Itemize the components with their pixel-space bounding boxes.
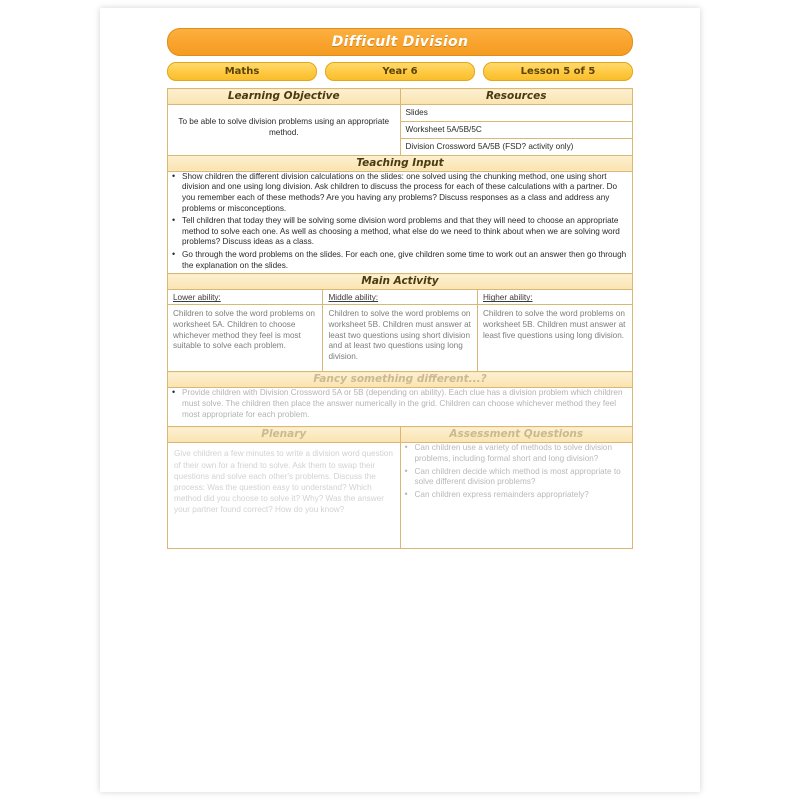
row-objective-resources	[168, 105, 633, 156]
row-fancy	[168, 388, 633, 427]
header-main-activity: Main Activity	[168, 274, 633, 290]
row-teaching-input-header	[168, 155, 633, 171]
pill-subject: Maths	[167, 62, 317, 81]
ability-text-middle: Children to solve the word problems on worksheet 5B. Children must answer at least two questions using short division and at least two questions using long division.	[328, 309, 471, 362]
teaching-input-bullet-2: • Tell children that today they will be solving some division word problems and that they will need to choose an appropriate method to solve each one. As well as choosing a method, what else do we need to think about when we are solving word problems? Discuss ideas as a class.	[182, 216, 632, 248]
resource-item-1: Slides	[401, 105, 633, 122]
meta-pill-row	[167, 62, 633, 81]
assessment-bullet-3: • Can children express remainders appropriately?	[415, 490, 633, 501]
header-assessment-questions: Assessment Questions	[400, 427, 633, 443]
row-main-activity	[168, 290, 633, 372]
fancy-bullet-1: • Provide children with Division Crossword 5A or 5B (depending on ability). Each clue has a division problem which children must solve. The children then place the answer numerically in the grid. Children can choose whichever method they feel most appropriate for each problem.	[182, 388, 632, 420]
teaching-input-list	[168, 172, 632, 272]
ability-heading-lower: Lower ability:	[168, 290, 322, 305]
header-resources: Resources	[400, 89, 633, 105]
row-objective-resources-header	[168, 89, 633, 105]
resource-item-2: Worksheet 5A/5B/5C	[401, 122, 633, 139]
row-plenary-assessment-header	[168, 427, 633, 443]
fancy-list	[168, 388, 632, 420]
row-teaching-input	[168, 171, 633, 274]
row-main-activity-header	[168, 274, 633, 290]
row-fancy-header	[168, 372, 633, 388]
pill-year: Year 6	[325, 62, 475, 81]
assessment-bullet-1: • Can children use a variety of methods to solve division problems, including formal short and long division?	[415, 443, 633, 464]
ability-heading-higher: Higher ability:	[478, 290, 632, 305]
ability-heading-middle: Middle ability:	[323, 290, 477, 305]
pill-lesson: Lesson 5 of 5	[483, 62, 633, 81]
ability-text-lower: Children to solve the word problems on worksheet 5A. Children to choose whichever method they feel is most suitable to solve each problem.	[173, 309, 315, 351]
header-plenary: Plenary	[168, 427, 401, 443]
header-teaching-input: Teaching Input	[168, 155, 633, 171]
row-plenary-assessment	[168, 443, 633, 549]
teaching-input-bullet-3: • Go through the word problems on the slides. For each one, give children some time to work out an answer then go through the explanation on the slides.	[182, 250, 632, 271]
page-title: Difficult Division	[167, 28, 633, 56]
ability-text-higher: Children to solve the word problems on worksheet 5B. Children must answer at least five questions using long division.	[482, 309, 626, 340]
resource-item-3: Division Crossword 5A/5B (FSD? activity only)	[405, 141, 574, 151]
teaching-input-bullet-1: • Show children the different division calculations on the slides: one solved using the chunking method, one using short division and one using long division. Ask children to discuss the process for each of these calculations with a partner. Do you remember each of these methods? Are you having any problems? Discuss responses as a class and address any problems or misconceptions.	[182, 172, 632, 215]
assessment-bullet-2: • Can children decide which method is most appropriate to solve different division problems?	[415, 467, 633, 488]
assessment-list	[401, 443, 633, 500]
plenary-text: Give children a few minutes to write a division word question of their own for a friend to solve. Ask them to swap their questions and solve each other's problems. Discuss the process: Was the question easy to understand? Which method did you choose to solve it? Why? Was the answer your partner found correct? How do you know?	[174, 449, 393, 514]
header-fancy-something-different: Fancy something different...?	[168, 372, 633, 388]
lesson-table	[167, 88, 633, 549]
header-learning-objective: Learning Objective	[168, 89, 401, 105]
learning-objective-text: To be able to solve division problems using an appropriate method.	[178, 117, 390, 137]
lesson-plan	[167, 28, 633, 549]
